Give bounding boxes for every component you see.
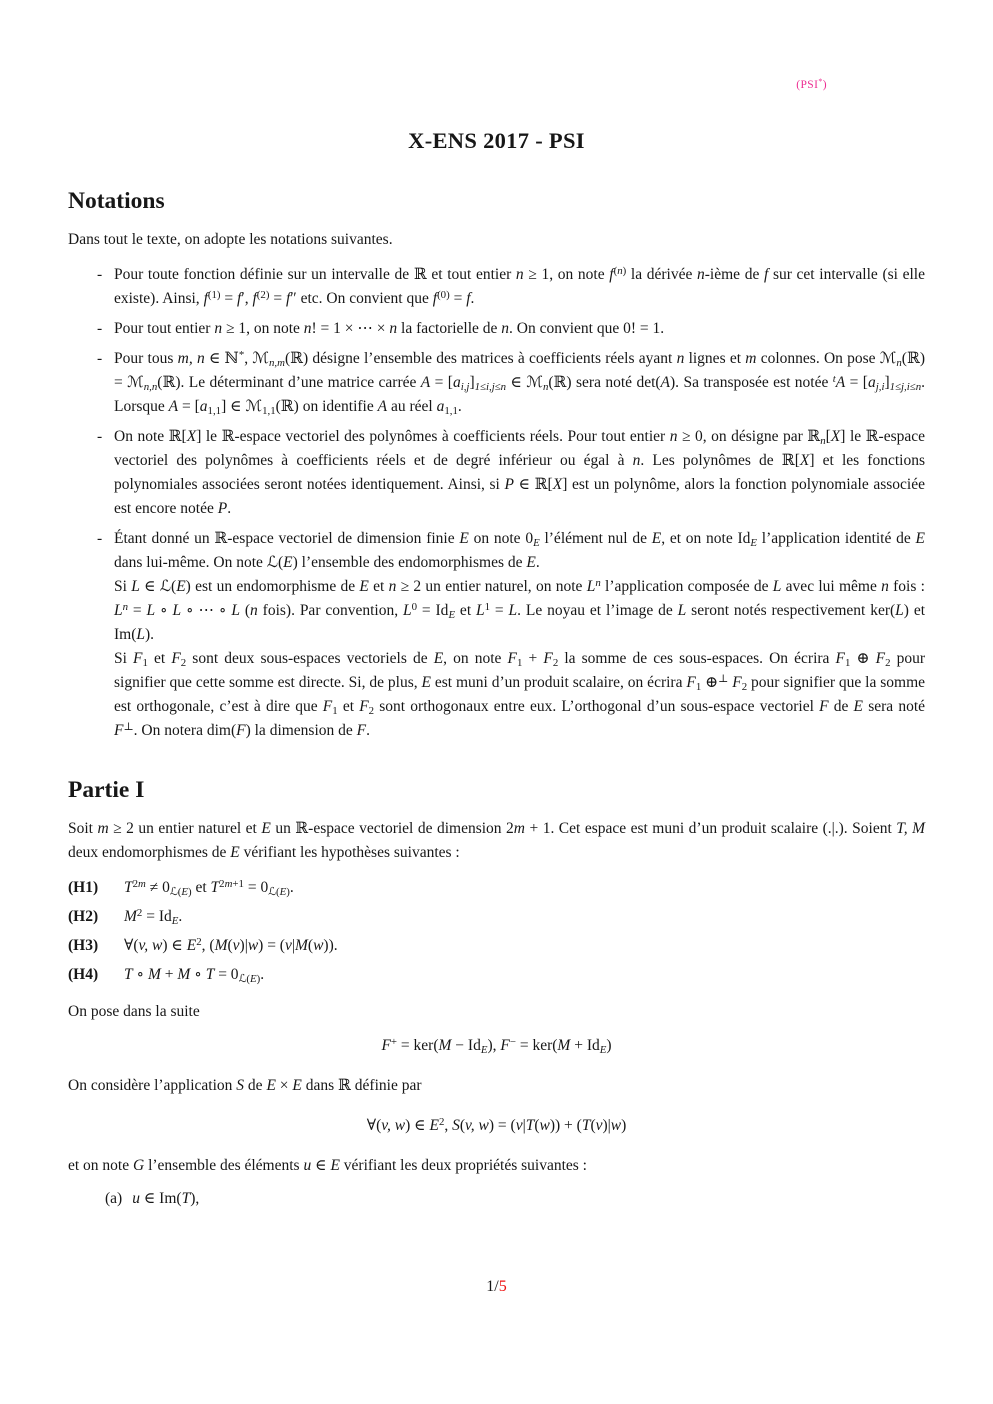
- note-g-text: et on note G l’ensemble des éléments u ∈ E vérifiant les deux propriétés suivantes :: [68, 1157, 587, 1174]
- hypothesis-body: T ∘ M + M ∘ $T = 0_{ℒ(E)}$.: [124, 966, 265, 986]
- hypothesis-label: (H2): [68, 908, 99, 925]
- hypothesis-body: $M^2 = Id_E$.: [124, 907, 183, 928]
- property-label: (a): [105, 1190, 123, 1207]
- pose-text: On pose dans la suite: [68, 1003, 200, 1020]
- page-number: [0, 1278, 993, 1296]
- dash-bullet: -: [97, 428, 103, 445]
- notation-item-text: Étant donné un ℝ-espace vectoriel de dimension finie E on note $0_E$ l’élément nul de E, et on note $Id_E$ l’application identité de E dans lui-même. On note ℒ(E) l’ensemble des endomorphismes de E. Si L ∈ ℒ(E) est un endomorphisme de E et n ≥ 2 un entier naturel, on note $L^n$ l’application composée de L avec lui même n fois : $L^n = L$ ∘ L ∘ ⋯ ∘ L (n fois). Par convention, $L^0 = Id_E$ et $L^1 = L$. Le noyau et l’image de L seront notés respectivement ker(L) et Im(L). Si $F_1$ et $F_2$ sont deux sous-espaces vectoriels de E, on note $F_1 + F_2$ la somme de ces sous-espaces. On écrira $F_1$ ⊕ $F_2$ pour signifier que cette somme est directe. Si, de plus, E est muni d’un produit scalaire, on écrira $F_1$ ⊕⊥ $F_2$ pour signifier que la somme est orthogonale, c’est à dire que $F_1$ et $F_2$ sont orthogonaux entre eux. L’orthogonal d’un sous-espace vectoriel F de E sera noté F⊥. On notera dim(F) la dimension de F.: [114, 530, 926, 739]
- hypothesis-label: (H3): [68, 937, 99, 954]
- notation-item-factorial: [97, 317, 925, 341]
- hypothesis-body: ∀(v, w) ∈ $E^2$, (M(v)|w) = (v|M(w)).: [124, 936, 338, 954]
- hypothesis-label: (H4): [68, 966, 99, 983]
- display-equation-f: $F^+ = ker(M - Id_E)$, $F^- = ker(M + Id_E)$: [381, 1036, 612, 1057]
- notation-item-text: Pour tous m, n ∈ ℕ*, ℳ$_{n,m}$(ℝ) désigne l’ensemble des matrices à coefficients réels ayant n lignes et m colonnes. On pose ℳ$_n$(ℝ) = ℳ$_{n,n}$(ℝ). Le déterminant d’une matrice carrée $A = [a_{i,j}]_{1\le i,j\le n}$ ∈ ℳ$_n$(ℝ) sera noté det(A). Sa transposée est notée $^tA = [a_{j,i}]_{1\le j,i\le n}$. Lorsque $A = [a_{1,1}]$ ∈ ℳ$_{1,1}$(ℝ) on identifie A au réel $a_{1,1}$.: [114, 349, 926, 418]
- page-number-total: 5: [498, 1278, 507, 1295]
- dash-bullet: -: [97, 530, 103, 547]
- notation-item-matrices: [97, 347, 925, 419]
- display-equation-s: ∀(v, w) ∈ $E^2$, S(v, w) = (v|T(w)) + (T(v)|w): [366, 1116, 627, 1134]
- hypothesis-h4: [68, 962, 925, 987]
- notations-list: [68, 263, 925, 743]
- page-number-current: 1/: [486, 1278, 499, 1295]
- notation-item-text: Pour toute fonction définie sur un intervalle de ℝ et tout entier n ≥ 1, on note $f^{(n)}$ la dérivée n-ième de f sur cet intervalle (si elle existe). Ainsi, $f^{(1)} = f'$, $f^{(2)} = f''$ etc. On convient que $f^{(0)} = f$.: [114, 265, 925, 307]
- section-heading-partie1: Partie I: [68, 777, 145, 803]
- section-heading-notations: Notations: [68, 188, 165, 214]
- considere-text: On considère l’application S de E × E dans ℝ définie par: [68, 1077, 422, 1094]
- notation-item-derivative: [97, 263, 925, 311]
- hypothesis-h1: [68, 875, 925, 900]
- notation-item-vector-spaces: [97, 527, 925, 743]
- property-body: u ∈ Im(T),: [132, 1190, 200, 1207]
- property-item-a: [68, 1187, 925, 1211]
- hypothesis-h3: [68, 933, 925, 958]
- hypothesis-h2: [68, 904, 925, 929]
- dash-bullet: -: [97, 320, 103, 337]
- corner-psi-tag: (PSI*): [796, 77, 827, 91]
- partie1-intro: Soit m ≥ 2 un entier naturel et E un ℝ-espace vectoriel de dimension 2m + 1. Cet espace est muni d’un produit scalaire (.|.). Soient T, M deux endomorphismes de E vérifiant les hypothèses suivantes :: [68, 820, 926, 861]
- dash-bullet: -: [97, 266, 103, 283]
- notations-intro: Dans tout le texte, on adopte les notations suivantes.: [68, 231, 393, 248]
- hypothesis-label: (H1): [68, 879, 99, 896]
- document-title: X-ENS 2017 - PSI: [408, 128, 585, 153]
- dash-bullet: -: [97, 350, 103, 367]
- hypothesis-body: $T^{2m} \ne 0_{ℒ(E)}$ et $T^{2m+1} = 0_{ℒ(E)}$.: [124, 878, 294, 899]
- notation-item-polynomials: [97, 425, 925, 521]
- notation-item-text: Pour tout entier n ≥ 1, on note n! = 1 × ⋯ × n la factorielle de n. On convient que 0! = 1.: [114, 320, 665, 337]
- notation-item-text: On note ℝ[X] le ℝ-espace vectoriel des polynômes à coefficients réels. Pour tout entier n ≥ 0, on désigne par ℝ$_n$[X] le ℝ-espace vectoriel des polynômes à coefficients réels et de degré inférieur ou égal à n. Les polynômes de ℝ[X] et les fonctions polynomiales associées seront notées identiquement. Ainsi, si P ∈ ℝ[X] est un polynôme, alors la fonction polynomiale associée est encore notée P.: [114, 428, 925, 517]
